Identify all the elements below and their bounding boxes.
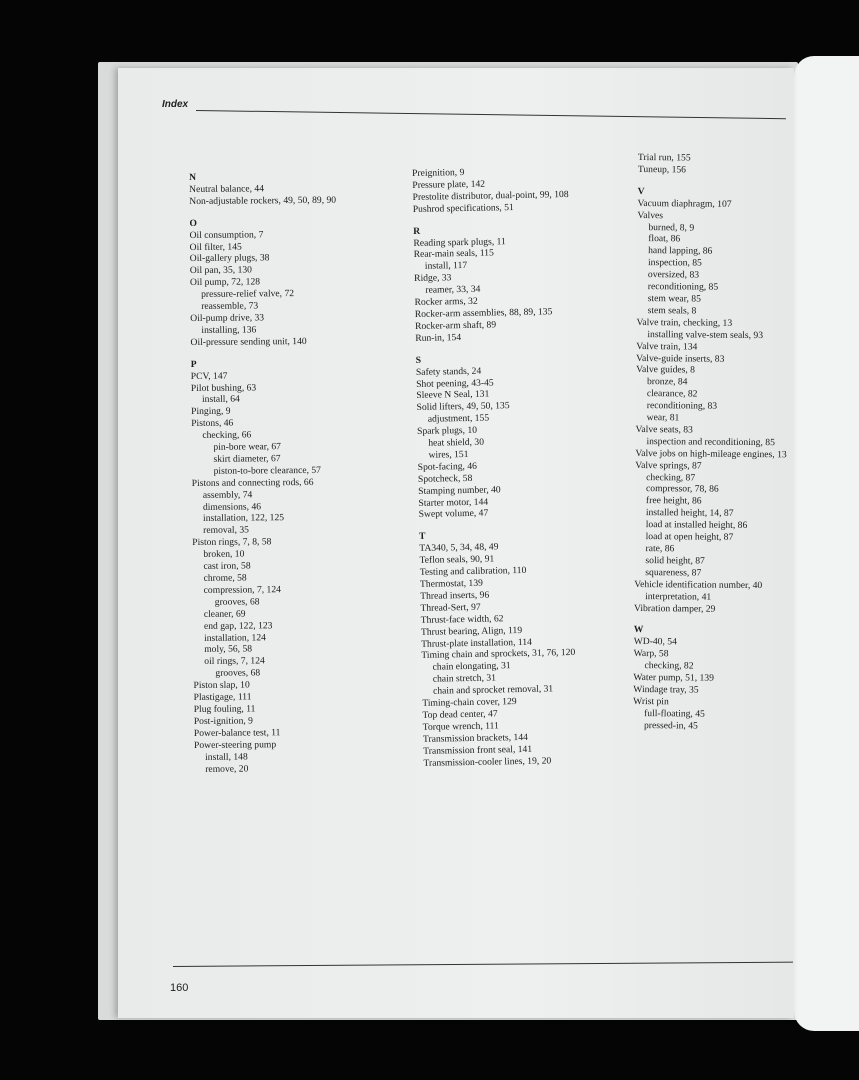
index-entry: Valves bbox=[637, 209, 664, 221]
index-entry: Valve guides, 8 bbox=[636, 364, 696, 376]
index-entry: Thrust-plate installation, 114 bbox=[421, 636, 532, 650]
index-entry: Pistons and connecting rods, 66 bbox=[191, 476, 314, 489]
index-subentry: hand lapping, 86 bbox=[648, 245, 713, 257]
index-entry: Preignition, 9 bbox=[412, 166, 465, 179]
index-entry: Sleeve N Seal, 131 bbox=[416, 388, 490, 402]
index-letter-heading: N bbox=[189, 171, 197, 183]
index-entry: PCV, 147 bbox=[190, 370, 228, 382]
index-subentry: bronze, 84 bbox=[646, 376, 688, 388]
index-entry: Thermostat, 139 bbox=[419, 577, 483, 590]
index-entry: Post-ignition, 9 bbox=[193, 715, 254, 727]
index-entry: Power-steering pump bbox=[193, 738, 277, 751]
index-entry: Trial run, 155 bbox=[637, 152, 691, 164]
index-entry: Spark plugs, 10 bbox=[416, 424, 478, 438]
index-subentry: burned, 8, 9 bbox=[648, 221, 695, 234]
index-subentry: installation, 122, 125 bbox=[202, 512, 285, 525]
index-subentry: inspection, 85 bbox=[647, 257, 702, 269]
index-entry: Testing and calibration, 110 bbox=[419, 564, 527, 579]
index-subentry: compression, 7, 124 bbox=[203, 584, 281, 596]
index-entry: Valve train, 134 bbox=[636, 340, 698, 353]
index-subentry: skirt diameter, 67 bbox=[213, 453, 281, 465]
index-subentry: remove, 20 bbox=[205, 763, 249, 775]
index-subentry: cast iron, 58 bbox=[203, 560, 251, 572]
index-entry: Timing-chain cover, 129 bbox=[422, 696, 517, 709]
index-subentry: reconditioning, 85 bbox=[647, 281, 719, 293]
index-letter-heading: O bbox=[189, 217, 197, 229]
index-subentry: installing valve-stem seals, 93 bbox=[647, 328, 764, 341]
index-subentry: broken, 10 bbox=[203, 548, 245, 561]
index-entry: Transmission-cooler lines, 19, 20 bbox=[423, 755, 552, 769]
index-entry: Neutral balance, 44 bbox=[189, 183, 265, 195]
index-subentry: installing, 136 bbox=[201, 324, 257, 336]
index-entry: Valve-guide inserts, 83 bbox=[636, 352, 725, 365]
index-entry: Piston slap, 10 bbox=[193, 679, 250, 692]
index-entry: Rocker-arm assemblies, 88, 89, 135 bbox=[414, 306, 553, 320]
index-entry: Pilot bushing, 63 bbox=[190, 381, 257, 394]
index-entry: Oil-pressure sending unit, 140 bbox=[190, 335, 307, 348]
running-head: Index bbox=[162, 99, 189, 110]
index-entry: Vibration damper, 29 bbox=[633, 602, 716, 615]
index-entry: Timing chain and sprockets, 31, 76, 120 bbox=[421, 647, 576, 662]
index-subentry: rate, 86 bbox=[645, 543, 675, 555]
index-entry: Spot-facing, 46 bbox=[417, 460, 477, 473]
index-letter-heading: T bbox=[418, 531, 426, 543]
index-letter-heading: R bbox=[413, 225, 421, 237]
index-entry: Solid lifters, 49, 50, 135 bbox=[416, 400, 510, 414]
index-entry: Oil pump, 72, 128 bbox=[189, 276, 261, 289]
index-column-3 bbox=[633, 152, 789, 733]
index-subentry: load at open height, 87 bbox=[645, 531, 734, 543]
index-subentry: removal, 35 bbox=[203, 524, 250, 537]
index-entry: Thread-Sert, 97 bbox=[420, 601, 481, 614]
index-entry: Oil-gallery plugs, 38 bbox=[189, 252, 270, 265]
index-subentry: chain stretch, 31 bbox=[432, 672, 497, 685]
index-subentry: pin-bore wear, 67 bbox=[213, 441, 281, 453]
index-subentry: squareness, 87 bbox=[645, 566, 702, 579]
index-subentry: chrome, 58 bbox=[203, 572, 247, 584]
index-subentry: adjustment, 155 bbox=[427, 412, 490, 425]
index-entry: Torque wrench, 111 bbox=[422, 720, 499, 733]
index-entry: TA340, 5, 34, 48, 49 bbox=[419, 541, 499, 555]
footer-rule bbox=[173, 962, 793, 967]
index-entry: Top dead center, 47 bbox=[422, 708, 498, 721]
index-subentry: assembly, 74 bbox=[202, 489, 253, 501]
index-column-2 bbox=[412, 165, 580, 769]
index-entry: Valve train, checking, 13 bbox=[636, 316, 733, 329]
index-entry: Power-balance test, 11 bbox=[193, 727, 281, 739]
index-entry: Tuneup, 156 bbox=[637, 163, 687, 176]
index-entry: Reading spark plugs, 11 bbox=[413, 235, 506, 249]
index-entry: Oil-pump drive, 33 bbox=[190, 312, 265, 324]
index-letter-heading: V bbox=[637, 185, 645, 197]
index-subentry: piston-to-bore clearance, 57 bbox=[213, 464, 322, 477]
index-subentry: inspection and reconditioning, 85 bbox=[646, 435, 775, 449]
index-subentry: chain elongating, 31 bbox=[432, 660, 511, 674]
index-entry: Rear-main seals, 115 bbox=[413, 247, 494, 261]
index-subentry: wear, 81 bbox=[646, 412, 680, 424]
index-subentry: pressed-in, 45 bbox=[643, 719, 698, 732]
index-entry: Transmission brackets, 144 bbox=[422, 731, 528, 745]
index-subentry: full-floating, 45 bbox=[644, 707, 705, 720]
index-entry: WD-40, 54 bbox=[633, 636, 677, 648]
index-subentry: reamer, 33, 34 bbox=[425, 283, 481, 296]
index-subentry: chain and sprocket removal, 31 bbox=[432, 683, 554, 697]
index-entry: Valve springs, 87 bbox=[635, 459, 702, 472]
index-subentry: install, 148 bbox=[205, 751, 248, 763]
index-subentry: cleaner, 69 bbox=[203, 608, 246, 620]
index-subentry: clearance, 82 bbox=[646, 388, 698, 400]
index-subentry: heat shield, 30 bbox=[428, 436, 485, 449]
index-entry: Valve jobs on high-mileage engines, 13 bbox=[635, 447, 787, 461]
index-entry: Pistons, 46 bbox=[191, 417, 234, 430]
page-number: 160 bbox=[170, 982, 189, 994]
index-subentry: install, 117 bbox=[424, 260, 468, 273]
index-subentry: reconditioning, 83 bbox=[646, 400, 718, 412]
index-subentry: install, 64 bbox=[201, 393, 240, 406]
index-subentry: reassemble, 73 bbox=[201, 300, 259, 312]
index-subentry: load at installed height, 86 bbox=[645, 519, 748, 532]
index-entry: Windage tray, 35 bbox=[633, 683, 699, 696]
index-entry: Transmission front seal, 141 bbox=[423, 743, 533, 757]
index-entry: Pressure plate, 142 bbox=[412, 178, 486, 191]
book-page bbox=[118, 68, 794, 1018]
index-subentry: grooves, 68 bbox=[214, 596, 260, 608]
index-subentry: end gap, 122, 123 bbox=[203, 619, 273, 632]
index-subentry: moly, 56, 58 bbox=[204, 643, 253, 656]
index-letter-heading: S bbox=[415, 354, 422, 366]
facing-page-edge bbox=[794, 56, 859, 1031]
index-entry: Rocker arms, 32 bbox=[414, 295, 478, 309]
index-entry: Rocker-arm shaft, 89 bbox=[414, 319, 497, 332]
index-subentry: solid height, 87 bbox=[645, 554, 705, 567]
index-subentry: oil rings, 7, 124 bbox=[204, 655, 265, 668]
header-rule bbox=[196, 110, 786, 119]
index-subentry: free height, 86 bbox=[645, 495, 702, 507]
index-subentry: checking, 82 bbox=[644, 660, 694, 672]
index-entry: Thrust bearing, Align, 119 bbox=[420, 624, 523, 638]
index-entry: Shot peening, 43-45 bbox=[416, 376, 494, 390]
index-entry: Pushrod specifications, 51 bbox=[412, 201, 514, 215]
index-entry: Wrist pin bbox=[633, 695, 669, 708]
index-entry: Thrust-face width, 62 bbox=[420, 613, 504, 626]
index-subentry: wires, 151 bbox=[428, 448, 469, 461]
index-subentry: float, 86 bbox=[648, 233, 681, 245]
index-entry: Vacuum diaphragm, 107 bbox=[637, 197, 732, 210]
index-subentry: stem seals, 8 bbox=[647, 304, 697, 317]
index-entry: Piston rings, 7, 8, 58 bbox=[192, 536, 272, 549]
index-entry: Vehicle identification number, 40 bbox=[634, 578, 763, 591]
index-letter-heading: W bbox=[633, 624, 644, 636]
index-subentry: compressor, 78, 86 bbox=[646, 483, 719, 496]
index-entry: Starter motor, 144 bbox=[418, 496, 489, 509]
index-entry: Safety stands, 24 bbox=[415, 365, 482, 378]
index-letter-heading: P bbox=[190, 358, 197, 370]
index-entry: Oil consumption, 7 bbox=[189, 228, 264, 241]
index-entry: Plug fouling, 11 bbox=[193, 703, 256, 715]
index-entry: Prestolite distributor, dual-point, 99, 108 bbox=[412, 188, 569, 203]
index-subentry: checking, 87 bbox=[646, 471, 696, 484]
index-entry: Thread inserts, 96 bbox=[420, 589, 490, 602]
index-subentry: interpretation, 41 bbox=[645, 590, 712, 603]
index-entry: Spotcheck, 58 bbox=[417, 472, 473, 485]
index-entry: Ridge, 33 bbox=[414, 272, 452, 285]
index-column-1 bbox=[189, 171, 341, 776]
index-subentry: stem wear, 85 bbox=[647, 293, 701, 305]
index-entry: Water pump, 51, 139 bbox=[633, 672, 714, 684]
index-entry: Valve seats, 83 bbox=[635, 423, 693, 436]
index-subentry: pressure-relief valve, 72 bbox=[201, 288, 295, 301]
index-entry: Run-in, 154 bbox=[415, 331, 462, 344]
index-subentry: checking, 66 bbox=[202, 429, 252, 442]
index-subentry: installed height, 14, 87 bbox=[645, 507, 734, 520]
index-entry: Plastigage, 111 bbox=[193, 691, 252, 704]
index-entry: Oil filter, 145 bbox=[189, 241, 242, 253]
index-entry: Non-adjustable rockers, 49, 50, 89, 90 bbox=[189, 194, 337, 207]
index-entry: Warp, 58 bbox=[633, 648, 669, 660]
index-subentry: oversized, 83 bbox=[647, 269, 700, 281]
index-entry: Stamping number, 40 bbox=[418, 484, 501, 497]
index-subentry: installation, 124 bbox=[204, 631, 266, 644]
index-entry: Teflon seals, 90, 91 bbox=[419, 553, 495, 567]
index-entry: Swept volume, 47 bbox=[418, 508, 489, 521]
index-subentry: dimensions, 46 bbox=[202, 500, 262, 513]
index-subentry: grooves, 68 bbox=[215, 667, 261, 680]
index-entry: Oil pan, 35, 130 bbox=[189, 264, 253, 277]
index-entry: Pinging, 9 bbox=[191, 405, 231, 418]
